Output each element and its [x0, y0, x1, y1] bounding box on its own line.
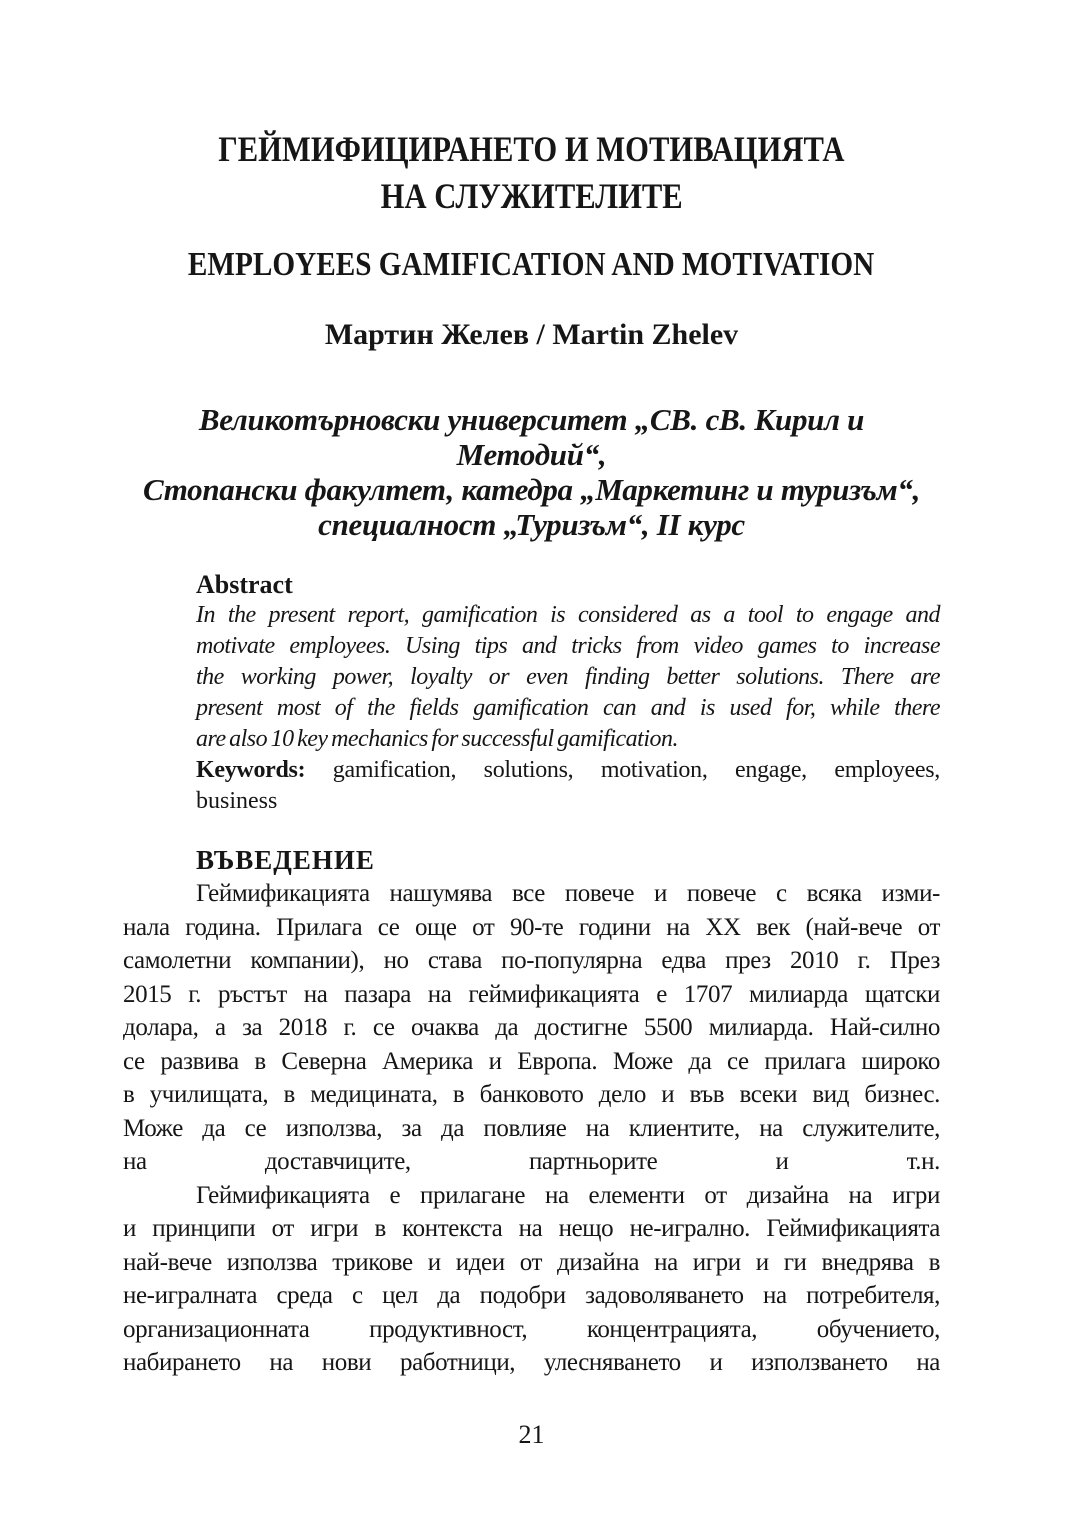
body-paragraph — [123, 1179, 940, 1380]
abstract-section — [196, 569, 940, 817]
page-number: 21 — [518, 1419, 545, 1449]
title-line-1-text: ГЕЙМИФИЦИРАНЕТО И МОТИВАЦИЯТА — [218, 129, 845, 169]
text-line: в училищата, в медицината, в банковото дело и във всеки вид бизнес. — [123, 1081, 940, 1108]
page-content-column — [123, 126, 940, 1450]
title-line-1 — [123, 126, 940, 173]
text-line: Геймификацията е прилагане на елементи от дизайна на игри — [196, 1181, 940, 1209]
text-line: present most of the fields gamification can and is used for, while there — [196, 695, 940, 721]
introduction-heading: ВЪВЕДЕНИЕ — [196, 845, 375, 875]
text-line: 2015 г. ръстът на пазара на геймификацията е 1707 милиарда щатски — [123, 980, 940, 1008]
keywords-line — [196, 755, 940, 786]
text-line: най-вече използва трикове и идеи от дизайна на игри и ги внедрява в — [123, 1248, 940, 1276]
text-line: организационната продуктивност, концентрацията, обучението, — [123, 1315, 940, 1343]
text-line: нала година. Прилага се още от 90-те години на ХХ век (най-вече от — [123, 913, 940, 941]
abstract-heading: Abstract — [196, 570, 293, 599]
text-line: и принципи от игри в контекста на нещо не-игрално. Геймификацията — [123, 1215, 940, 1242]
text-line: Може да се използва, за да повлияе на клиентите, на служителите, — [123, 1114, 940, 1142]
text-line: Геймификацията нашумява все повече и повече с всяка изми- — [196, 880, 940, 907]
text-line: motivate employees. Using tips and tricks from video games to increase — [196, 633, 940, 659]
paper-title-bulgarian — [123, 126, 940, 220]
text-line: не-игралната среда с цел да подобри задоволяването на потребителя, — [123, 1282, 940, 1309]
text-line: набирането на нови работници, улесняването и използването на — [123, 1349, 940, 1376]
text-line: долара, а за 2018 г. се очаква да достигне 5500 милиарда. Най-силно — [123, 1014, 940, 1041]
text-line: are also 10 key mechanics for successful gamification. — [196, 726, 679, 752]
keywords-label: Keywords: — [196, 757, 306, 783]
text-line: се развива в Северна Америка и Европа. Може да се прилага широко — [123, 1047, 940, 1075]
affiliation-block — [123, 402, 940, 542]
text-line: the working power, loyalty or even finding better solutions. There are — [196, 664, 940, 690]
keywords-line-continued: business — [196, 788, 278, 814]
text-line: In the present report, gamification is considered as a tool to engage and — [196, 602, 940, 628]
abstract-text — [196, 600, 940, 755]
title-line-2 — [123, 173, 940, 220]
keywords-values: gamification, solutions, motivation, engage, employees, — [332, 757, 941, 783]
affiliation-line: Великотърновски университет „СВ. сВ. Кирил и Методий“, — [198, 402, 865, 472]
title-line-2-text: НА СЛУЖИТЕЛИТЕ — [380, 176, 683, 216]
affiliation-line: специалност „Туризъм“, II курс — [318, 507, 745, 542]
subtitle-text: EMPLOYEES GAMIFICATION AND MOTIVATION — [188, 246, 875, 283]
affiliation-line: Стопански факултет, катедра „Маркетинг и туризъм“, — [142, 472, 921, 507]
author-line: Мартин Желев / Martin Zhelev — [324, 318, 739, 351]
text-line: самолетни компании), но става по-популярна едва през 2010 г. През — [123, 947, 940, 974]
paper-title-english — [123, 241, 940, 288]
introduction-section — [123, 843, 940, 1380]
text-line: на доставчиците, партньорите и т.н. — [123, 1148, 940, 1175]
body-paragraph — [123, 877, 940, 1179]
